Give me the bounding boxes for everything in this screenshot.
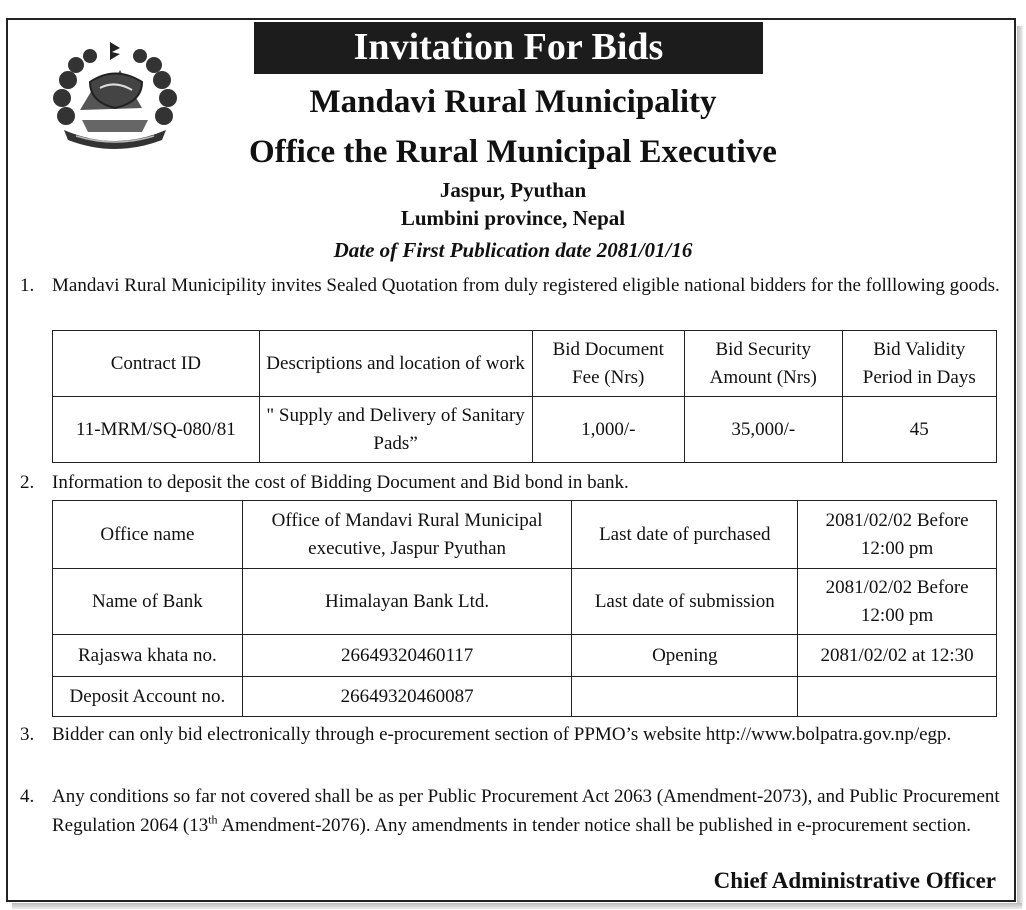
section-text-part: Any conditions so far not covered shall be as per Public Procurement Act 2063 (Amendment-2073), and Public Procurement Regulation 2064 (13 bbox=[52, 786, 1000, 836]
table-cell: Last date of submission bbox=[572, 569, 798, 635]
bids-table bbox=[52, 330, 997, 463]
bank-table bbox=[52, 500, 997, 717]
section-text: Information to deposit the cost of Bidding Document and Bid bond in bank. bbox=[52, 472, 629, 493]
table-cell: 2081/02/02 Before 12:00 pm bbox=[798, 569, 997, 635]
location-line-1: Jaspur, Pyuthan bbox=[439, 178, 587, 202]
table-header-cell: Bid Document Fee (Nrs) bbox=[532, 331, 684, 397]
section-number: 3. bbox=[20, 724, 35, 745]
table-cell: 26649320460117 bbox=[242, 635, 572, 677]
table-cell: Himalayan Bank Ltd. bbox=[242, 569, 572, 635]
section-2 bbox=[20, 468, 1000, 498]
table-row bbox=[53, 677, 997, 717]
section-text bbox=[52, 782, 1000, 840]
section-text: Mandavi Rural Municipility invites Sealed Quotation from duly registered eligible national bidders for the folllowing goods. bbox=[52, 275, 1000, 296]
table-cell: Deposit Account no. bbox=[53, 677, 243, 717]
table-cell: 2081/02/02 at 12:30 bbox=[798, 635, 997, 677]
table-cell: 26649320460087 bbox=[242, 677, 572, 717]
table-cell: Opening bbox=[572, 635, 798, 677]
table-cell: Last date of purchased bbox=[572, 501, 798, 569]
table-cell: Rajaswa khata no. bbox=[53, 635, 243, 677]
municipality-name: Mandavi Rural Municipality bbox=[309, 84, 717, 120]
office-name: Office the Rural Municipal Executive bbox=[249, 134, 777, 170]
table-header-cell: Bid Security Amount (Nrs) bbox=[685, 331, 843, 397]
table-row bbox=[53, 501, 997, 569]
section-number: 4. bbox=[20, 786, 35, 807]
table-row bbox=[53, 569, 997, 635]
section-text-part: Amendment-2076). Any amendments in tender notice shall be published in e-procurement section. bbox=[217, 815, 972, 836]
table-cell: 11-MRM/SQ-080/81 bbox=[53, 397, 260, 463]
table-header-cell: Descriptions and location of work bbox=[259, 331, 532, 397]
table-cell bbox=[572, 677, 798, 717]
section-4 bbox=[20, 782, 1000, 872]
superscript: th bbox=[208, 812, 218, 827]
table-cell: 1,000/- bbox=[532, 397, 684, 463]
table-cell: Office of Mandavi Rural Municipal executive, Jaspur Pyuthan bbox=[242, 501, 572, 569]
table-cell: " Supply and Delivery of Sanitary Pads” bbox=[259, 397, 532, 463]
section-3 bbox=[20, 720, 1000, 780]
table-row bbox=[53, 635, 997, 677]
table-header-cell: Bid Validity Period in Days bbox=[842, 331, 997, 397]
location-line-2: Lumbini province, Nepal bbox=[400, 206, 626, 230]
table-cell: Office name bbox=[53, 501, 243, 569]
section-number: 1. bbox=[20, 275, 35, 296]
table-cell: Name of Bank bbox=[53, 569, 243, 635]
section-text: Bidder can only bid electronically through e-procurement section of PPMO’s website http://www.bolpatra.gov.np/egp. bbox=[52, 724, 952, 745]
table-cell: 35,000/- bbox=[685, 397, 843, 463]
table-header-row bbox=[53, 331, 997, 397]
page-shadow-bottom bbox=[12, 903, 1022, 909]
section-1 bbox=[20, 271, 1000, 331]
table-row bbox=[53, 397, 997, 463]
table-header-cell: Contract ID bbox=[53, 331, 260, 397]
table-cell: 2081/02/02 Before 12:00 pm bbox=[798, 501, 997, 569]
section-number: 2. bbox=[20, 472, 35, 493]
table-cell bbox=[798, 677, 997, 717]
publication-date: Date of First Publication date 2081/01/16 bbox=[333, 238, 693, 262]
signature: Chief Administrative Officer bbox=[713, 868, 996, 893]
invitation-banner: Invitation For Bids bbox=[254, 22, 763, 74]
table-cell: 45 bbox=[842, 397, 997, 463]
